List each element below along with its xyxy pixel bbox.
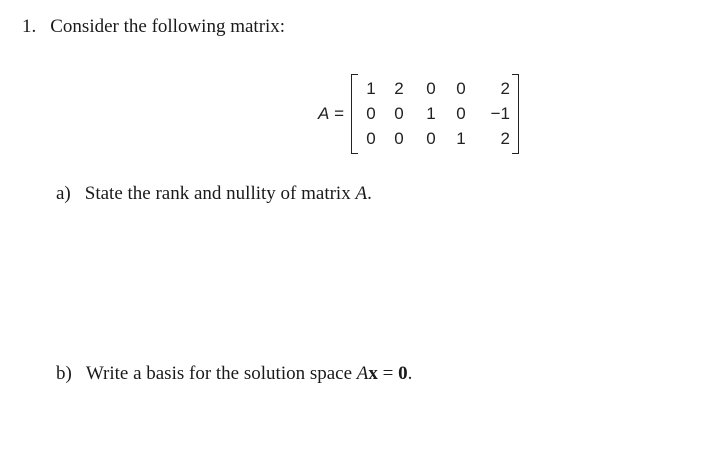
part-b-var: A (356, 363, 369, 384)
part-a-end: . (367, 183, 372, 204)
part-a-var: A (355, 183, 368, 204)
matrix-cell: 0 (426, 79, 436, 98)
matrix-cell: 0 (394, 104, 404, 123)
part-a-text: State the rank and nullity of matrix (84, 183, 356, 204)
part-b-label: b) (56, 363, 72, 384)
part-b-vector: x (368, 363, 378, 384)
part-b-zero: 0 (398, 363, 408, 384)
matrix-cell: 0 (366, 104, 376, 123)
question-prompt: Consider the following matrix: (50, 16, 286, 37)
matrix-cell: −1 (490, 104, 511, 123)
matrix-cell: 2 (500, 129, 511, 148)
matrix-cell: 2 (500, 79, 511, 98)
matrix-cell: 0 (456, 104, 466, 123)
part-a (56, 183, 372, 205)
matrix-name: A (318, 104, 330, 123)
matrix-grid (360, 77, 510, 152)
matrix-cell: 0 (394, 129, 404, 148)
equals-sign: = (334, 104, 345, 123)
matrix-cell: 1 (366, 79, 376, 98)
part-b-text: Write a basis for the solution space (85, 363, 357, 384)
part-b-end: . (407, 363, 413, 384)
matrix-cell: 0 (426, 129, 436, 148)
part-b-equals: = (377, 363, 399, 384)
question-heading (22, 16, 285, 38)
matrix-lhs (318, 104, 344, 124)
matrix-cell: 0 (366, 129, 376, 148)
matrix-cell: 2 (394, 79, 404, 98)
part-a-label: a) (56, 183, 71, 204)
left-bracket (351, 74, 358, 154)
part-b (56, 363, 412, 385)
matrix-cell: 1 (456, 129, 466, 148)
question-number: 1. (22, 16, 37, 37)
right-bracket (512, 74, 519, 154)
matrix-equation (318, 73, 519, 155)
matrix-cell: 0 (456, 79, 466, 98)
matrix-cell: 1 (426, 104, 436, 123)
